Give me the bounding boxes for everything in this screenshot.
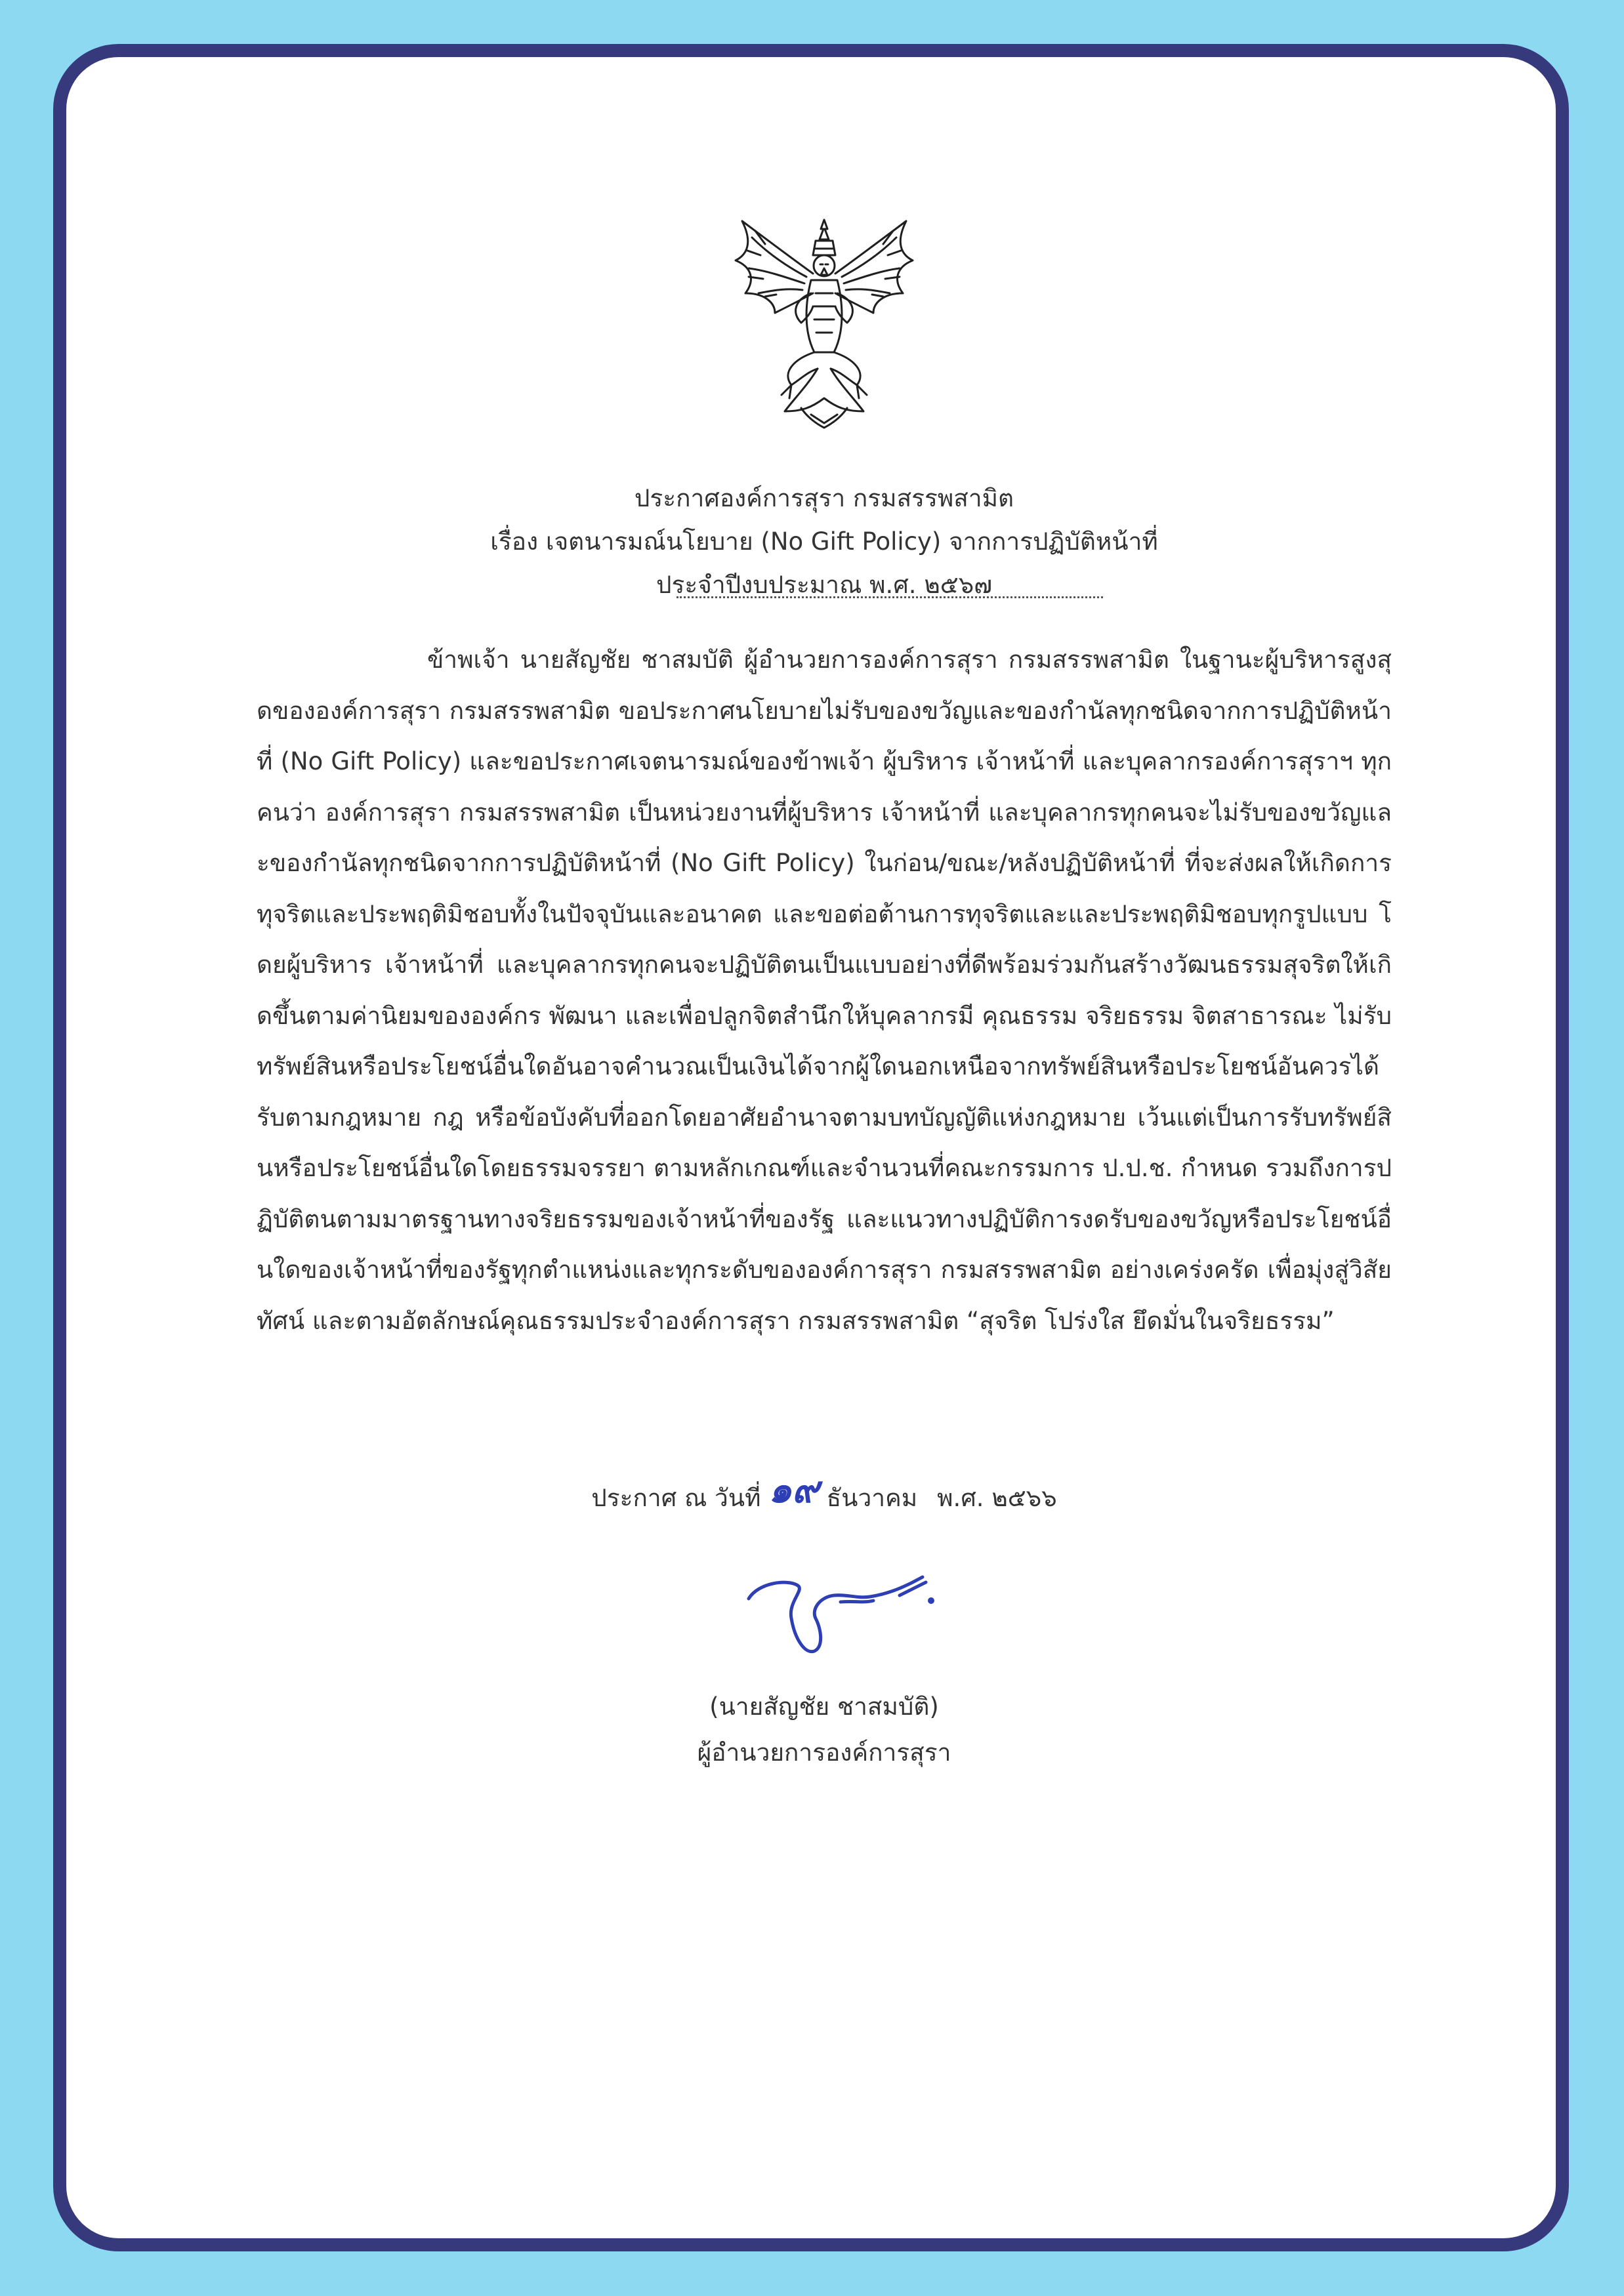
signer-title: ผู้อำนวยการองค์การสุรา [697, 1738, 951, 1767]
signer-block [257, 1684, 1392, 1776]
document-card [53, 44, 1569, 2251]
signature-icon [742, 1556, 939, 1674]
announcement-header [257, 477, 1392, 607]
header-line-2: เรื่อง เจตนารมณ์นโยบาย (No Gift Policy) จากการปฏิบัติหน้าที่ [490, 527, 1158, 556]
header-line-1: ประกาศองค์การสุรา กรมสรรพสามิต [634, 484, 1014, 512]
signer-name: (นายสัญชัย ชาสมบัติ) [709, 1692, 939, 1721]
date-prefix: ประกาศ ณ วันที่ [591, 1484, 761, 1512]
date-day: ๑๙ [768, 1468, 819, 1511]
header-divider [677, 596, 1103, 598]
body-paragraph: ข้าพเจ้า นายสัญชัย ชาสมบัติ ผู้อำนวยการองค์การสุรา กรมสรรพสามิต ในฐานะผู้บริหารสูงสุดขององค์การสุรา กรมสรรพสามิต ขอประกาศนโยบายไม่รับของขวัญและของกำนัลทุกชนิดจากการปฏิบัติหน้าที่ (No Gift Policy) และขอประกาศเจตนารมณ์ของข้าพเจ้า ผู้บริหาร เจ้าหน้าที่ และบุคลากรองค์การสุราฯ ทุกคนว่า องค์การสุรา กรมสรรพสามิต เป็นหน่วยงานที่ผู้บริหาร เจ้าหน้าที่ และบุคลากรทุกคนจะไม่รับของขวัญและของกำนัลทุกชนิดจากการปฏิบัติหน้าที่ (No Gift Policy) ในก่อน/ขณะ/หลังปฏิบัติหน้าที่ ที่จะส่งผลให้เกิดการทุจริตและประพฤติมิชอบทั้งในปัจจุบันและอนาคต และขอต่อต้านการทุจริตและและประพฤติมิชอบทุกรูปแบบ โดยผู้บริหาร เจ้าหน้าที่ และบุคลากรทุกคนจะปฏิบัติตนเป็นแบบอย่างที่ดีพร้อมร่วมกันสร้างวัฒนธรรมสุจริตให้เกิดขึ้นตามค่านิยมขององค์กร พัฒนา และเพื่อปลูกจิตสำนึกให้บุคลากรมี คุณธรรม จริยธรรม จิตสาธารณะ ไม่รับทรัพย์สินหรือประโยชน์อื่นใดอันอาจคำนวณเป็นเงินได้จากผู้ใดนอกเหนือจากทรัพย์สินหรือประโยชน์อันควรได้รับตามกฎหมาย กฎ หรือข้อบังคับที่ออกโดยอาศัยอำนาจตามบทบัญญัติแห่งกฎหมาย เว้นแต่เป็นการรับทรัพย์สินหรือประโยชน์อื่นใดโดยธรรมจรรยา ตามหลักเกณฑ์และจำนวนที่คณะกรรมการ ป.ป.ช. กำหนด รวมถึงการปฏิบัติตนตามมาตรฐานทางจริยธรรมของเจ้าหน้าที่ของรัฐ และแนวทางปฏิบัติการงดรับของขวัญหรือประโยชน์อื่นใดของเจ้าหน้าที่ของรัฐทุกตำแหน่งและทุกระดับขององค์การสุรา กรมสรรพสามิต อย่างเคร่งครัด เพื่อมุ่งสู่วิสัยทัศน์ และตามอัตลักษณ์คุณธรรมประจำองค์การสุรา กรมสรรพสามิต “สุจริต โปร่งใส ยึดมั่นในจริยธรรม” [257, 646, 1392, 1335]
announcement-date-line [257, 1468, 1392, 1518]
date-month: ธันวาคม [826, 1484, 918, 1512]
garuda-emblem-icon [729, 215, 919, 438]
date-year: พ.ศ. ๒๕๖๖ [937, 1484, 1057, 1512]
header-line-3: ประจำปีงบประมาณ พ.ศ. ๒๕๖๗ [656, 571, 993, 599]
